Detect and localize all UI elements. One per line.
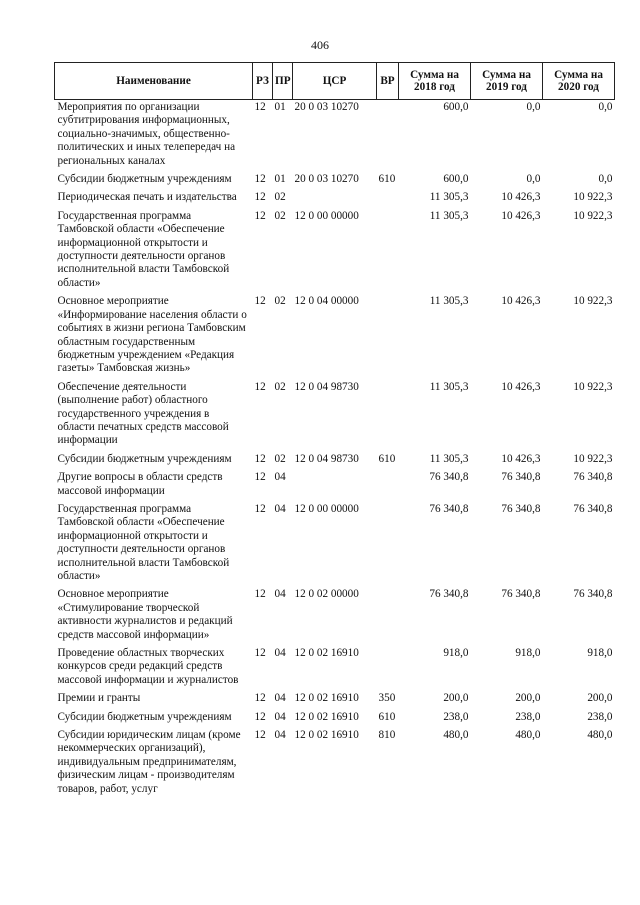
cell-pr: 01 bbox=[274, 173, 286, 186]
cell-sum-2020: 10 922,3 bbox=[573, 380, 613, 393]
cell-pr: 04 bbox=[274, 729, 286, 742]
table-row bbox=[55, 710, 615, 728]
cell-pr: 02 bbox=[274, 209, 286, 222]
cell-sum-2019: 10 426,3 bbox=[501, 452, 541, 465]
cell-rz: 12 bbox=[254, 173, 266, 186]
cell-sum-2019: 10 426,3 bbox=[501, 380, 541, 393]
cell-name: Премии и гранты bbox=[57, 692, 141, 705]
cell-sum-2020: 10 922,3 bbox=[573, 191, 613, 204]
cell-sum-2018: 76 340,8 bbox=[429, 588, 469, 601]
cell-sum-2019: 0,0 bbox=[526, 101, 541, 113]
cell-sum-2019: 10 426,3 bbox=[501, 209, 541, 222]
table-header bbox=[55, 63, 615, 100]
cell-sum-2020: 238,0 bbox=[587, 710, 613, 723]
cell-vr bbox=[377, 646, 399, 691]
cell-sum-2019: 76 340,8 bbox=[501, 471, 541, 484]
cell-sum-2020: 76 340,8 bbox=[573, 588, 613, 601]
header-vr: ВР bbox=[377, 63, 399, 100]
cell-name: Государственная программа Тамбовской области «Обеспечение информационной открытости и доступности деятельности органов исполнительной власти Тамбовской области» bbox=[57, 502, 230, 582]
cell-name: Государственная программа Тамбовской области «Обеспечение информационной открытости и доступности деятельности органов исполнительной власти Тамбовской области» bbox=[57, 209, 230, 289]
cell-csr: 12 0 04 98730 bbox=[294, 380, 359, 393]
page-number: 406 bbox=[311, 38, 329, 52]
cell-pr: 02 bbox=[274, 191, 286, 204]
cell-sum-2020: 918,0 bbox=[587, 647, 613, 660]
cell-sum-2019: 918,0 bbox=[515, 647, 541, 660]
cell-sum-2019: 0,0 bbox=[526, 173, 541, 186]
cell-sum-2018: 600,0 bbox=[443, 101, 469, 113]
cell-csr: 20 0 03 10270 bbox=[294, 101, 359, 113]
cell-sum-2020: 76 340,8 bbox=[573, 502, 613, 515]
cell-sum-2018: 11 305,3 bbox=[429, 191, 469, 204]
header-rz: РЗ bbox=[253, 63, 273, 100]
cell-sum-2020: 10 922,3 bbox=[573, 209, 613, 222]
cell-csr: 20 0 03 10270 bbox=[294, 173, 359, 186]
cell-sum-2018: 11 305,3 bbox=[429, 380, 469, 393]
cell-name: Проведение областных творческих конкурсов среди редакций средств массовой информации и журналистов bbox=[57, 647, 239, 686]
cell-vr bbox=[377, 380, 399, 452]
cell-sum-2019: 10 426,3 bbox=[501, 191, 541, 204]
cell-pr: 01 bbox=[274, 101, 286, 113]
cell-csr bbox=[293, 470, 377, 502]
cell-sum-2020: 10 922,3 bbox=[573, 452, 613, 465]
cell-name: Мероприятия по организации субтитрирования информационных, социально-значимых, общественно-политических и иных телепередач на региональных каналах bbox=[57, 101, 236, 167]
cell-sum-2018: 11 305,3 bbox=[429, 295, 469, 308]
cell-pr: 04 bbox=[274, 647, 286, 660]
cell-sum-2019: 200,0 bbox=[515, 692, 541, 705]
cell-pr: 04 bbox=[274, 588, 286, 601]
cell-vr bbox=[377, 587, 399, 646]
header-sum-2018: Сумма на 2018 год bbox=[399, 63, 471, 100]
cell-vr bbox=[377, 100, 399, 173]
cell-csr: 12 0 02 16910 bbox=[294, 647, 359, 660]
cell-csr: 12 0 04 00000 bbox=[294, 295, 359, 308]
cell-vr bbox=[377, 190, 399, 208]
cell-pr: 04 bbox=[274, 710, 286, 723]
cell-rz: 12 bbox=[254, 380, 266, 393]
cell-vr: 350 bbox=[378, 692, 396, 705]
cell-rz: 12 bbox=[254, 295, 266, 308]
header-name: Наименование bbox=[55, 63, 253, 100]
table-row bbox=[55, 380, 615, 452]
cell-rz: 12 bbox=[254, 452, 266, 465]
cell-pr: 04 bbox=[274, 502, 286, 515]
cell-csr: 12 0 02 16910 bbox=[294, 729, 359, 742]
header-pr: ПР bbox=[273, 63, 293, 100]
cell-name: Субсидии бюджетным учреждениям bbox=[57, 710, 232, 723]
table-row bbox=[55, 452, 615, 470]
cell-sum-2018: 480,0 bbox=[443, 729, 469, 742]
cell-pr: 02 bbox=[274, 380, 286, 393]
cell-vr bbox=[377, 209, 399, 294]
cell-vr: 610 bbox=[378, 452, 396, 465]
cell-rz: 12 bbox=[254, 692, 266, 705]
table-body bbox=[55, 100, 615, 801]
cell-vr: 610 bbox=[378, 173, 396, 186]
cell-vr bbox=[377, 470, 399, 502]
cell-sum-2018: 11 305,3 bbox=[429, 209, 469, 222]
cell-rz: 12 bbox=[254, 209, 266, 222]
cell-sum-2019: 76 340,8 bbox=[501, 502, 541, 515]
cell-pr: 04 bbox=[274, 471, 286, 484]
cell-rz: 12 bbox=[254, 729, 266, 742]
cell-vr bbox=[377, 294, 399, 379]
table-row bbox=[55, 209, 615, 294]
cell-rz: 12 bbox=[254, 647, 266, 660]
table-row bbox=[55, 587, 615, 646]
table-row bbox=[55, 646, 615, 691]
cell-sum-2020: 76 340,8 bbox=[573, 471, 613, 484]
cell-csr: 12 0 00 00000 bbox=[294, 502, 359, 515]
header-sum-2019: Сумма на 2019 год bbox=[471, 63, 543, 100]
cell-csr: 12 0 04 98730 bbox=[294, 452, 359, 465]
cell-vr: 810 bbox=[378, 729, 396, 742]
cell-rz: 12 bbox=[254, 710, 266, 723]
table-row bbox=[55, 172, 615, 190]
cell-pr: 02 bbox=[274, 295, 286, 308]
cell-sum-2019: 238,0 bbox=[515, 710, 541, 723]
cell-sum-2018: 600,0 bbox=[443, 173, 469, 186]
cell-rz: 12 bbox=[254, 191, 266, 204]
cell-pr: 02 bbox=[274, 452, 286, 465]
cell-csr: 12 0 02 16910 bbox=[294, 710, 359, 723]
cell-rz: 12 bbox=[254, 471, 266, 484]
cell-name: Обеспечение деятельности (выполнение работ) областного государственного учреждения в области печатных средств массовой информации bbox=[57, 380, 229, 447]
cell-rz: 12 bbox=[254, 502, 266, 515]
cell-vr bbox=[377, 502, 399, 587]
cell-sum-2020: 0,0 bbox=[598, 173, 613, 186]
cell-sum-2018: 76 340,8 bbox=[429, 471, 469, 484]
cell-name: Основное мероприятие «Стимулирование творческой активности журналистов и редакций средств массовой информации» bbox=[57, 588, 233, 641]
cell-name: Субсидии бюджетным учреждениям bbox=[57, 173, 232, 186]
cell-sum-2020: 480,0 bbox=[587, 729, 613, 742]
cell-name: Основное мероприятие «Информирование населения области о событиях в жизни региона Тамбовским областным государственным бюджетным учреждением «Редакция газеты» Тамбовская жизнь» bbox=[57, 295, 247, 375]
cell-name: Субсидии бюджетным учреждениям bbox=[57, 452, 232, 465]
header-sum-2020: Сумма на 2020 год bbox=[543, 63, 615, 100]
cell-name: Другие вопросы в области средств массовой информации bbox=[57, 471, 223, 497]
cell-name: Периодическая печать и издательства bbox=[57, 191, 237, 204]
cell-sum-2018: 11 305,3 bbox=[429, 452, 469, 465]
cell-sum-2018: 200,0 bbox=[443, 692, 469, 705]
table-row bbox=[55, 502, 615, 587]
cell-sum-2018: 238,0 bbox=[443, 710, 469, 723]
cell-sum-2020: 10 922,3 bbox=[573, 295, 613, 308]
header-csr: ЦСР bbox=[293, 63, 377, 100]
cell-sum-2018: 76 340,8 bbox=[429, 502, 469, 515]
table-row bbox=[55, 294, 615, 379]
cell-sum-2020: 0,0 bbox=[598, 101, 613, 113]
cell-sum-2020: 200,0 bbox=[587, 692, 613, 705]
table-row bbox=[55, 728, 615, 800]
cell-vr: 610 bbox=[378, 710, 396, 723]
cell-name: Субсидии юридическим лицам (кроме некоммерческих организаций), индивидуальным предпринимателям, физическим лицам - производителям товаров, работ, услуг bbox=[57, 729, 241, 795]
cell-sum-2019: 480,0 bbox=[515, 729, 541, 742]
budget-table bbox=[54, 62, 615, 800]
cell-csr bbox=[293, 190, 377, 208]
cell-pr: 04 bbox=[274, 692, 286, 705]
cell-csr: 12 0 02 16910 bbox=[294, 692, 359, 705]
cell-rz: 12 bbox=[254, 588, 266, 601]
cell-rz: 12 bbox=[254, 101, 266, 113]
table-row bbox=[55, 470, 615, 502]
table-row bbox=[55, 100, 615, 173]
cell-csr: 12 0 00 00000 bbox=[294, 209, 359, 222]
cell-csr: 12 0 02 00000 bbox=[294, 588, 359, 601]
table-row bbox=[55, 190, 615, 208]
cell-sum-2018: 918,0 bbox=[443, 647, 469, 660]
cell-sum-2019: 76 340,8 bbox=[501, 588, 541, 601]
table-row bbox=[55, 691, 615, 709]
cell-sum-2019: 10 426,3 bbox=[501, 295, 541, 308]
